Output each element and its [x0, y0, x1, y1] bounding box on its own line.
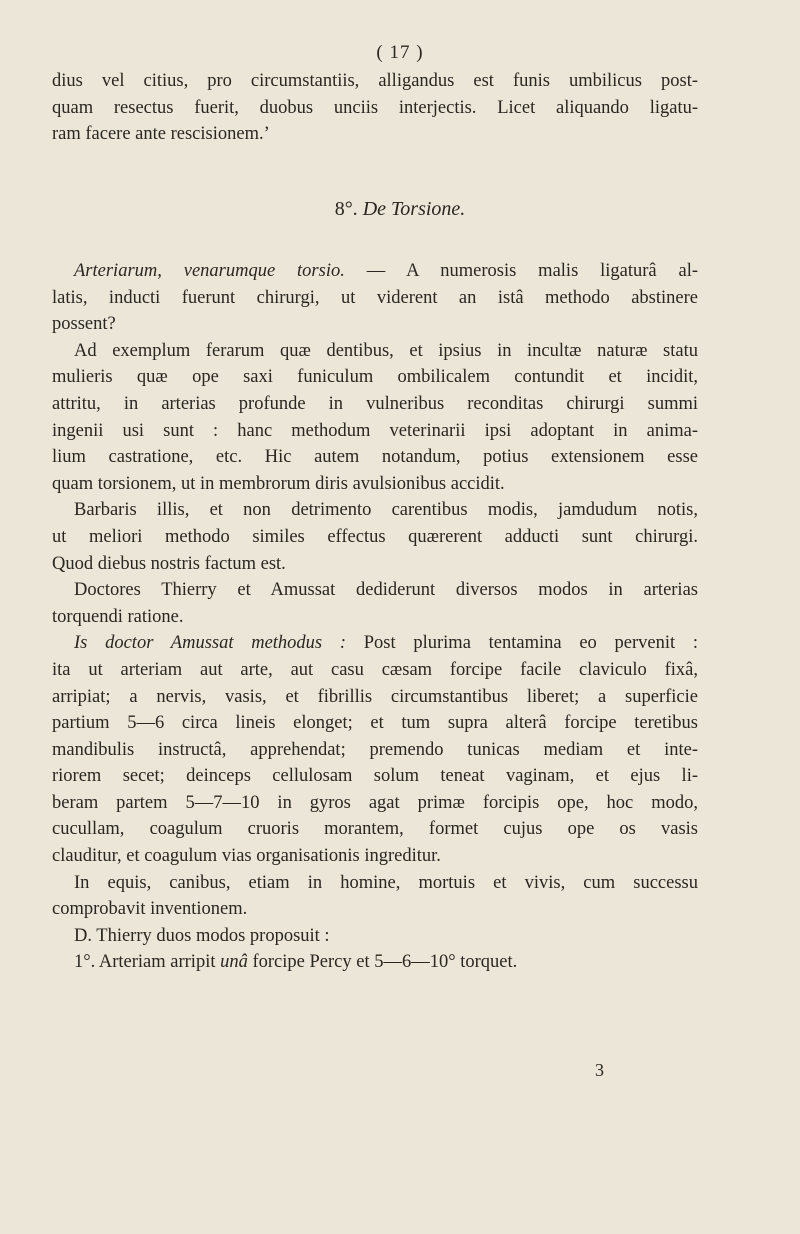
text-line: dius vel citius, pro circumstantiis, alligandus est funis umbilicus post- [52, 71, 698, 91]
text-line [52, 577, 698, 604]
page-number: ( 17 ) [376, 42, 424, 63]
text-line [52, 923, 698, 950]
text-line [52, 471, 698, 498]
italic-run: Arteriarum, venarumque torsio. [74, 261, 345, 281]
text-line [52, 763, 698, 790]
signature-mark: 3 [595, 1060, 604, 1080]
text-run: possent? [52, 314, 116, 335]
text-run: mandibulis instructâ, apprehendat; premendo tunicas mediam et inte- [52, 739, 698, 760]
text-line: quam resectus fuerit, duobus unciis interjectis. Licet aliquando ligatu- [52, 97, 698, 118]
text-line [52, 338, 698, 365]
section-heading [0, 198, 800, 221]
text-line [52, 551, 698, 578]
top-paragraph [52, 68, 698, 148]
text-run: mulieris quæ ope saxi funiculum ombilicalem contundit et incidit, [52, 367, 698, 388]
italic-run: unâ [220, 952, 248, 973]
text-run: Post plurima tentamina eo pervenit : [346, 633, 698, 654]
text-line [52, 896, 698, 923]
text-run: Barbaris illis, et non detrimento carentibus modis, jamdudum notis, [74, 500, 698, 521]
text-line [52, 391, 698, 418]
text-line [52, 604, 698, 631]
text-run: latis, inducti fuerunt chirurgi, ut viderent an istâ methodo abstinere [52, 287, 698, 308]
text-line [52, 737, 698, 764]
text-run: comprobavit inventionem. [52, 899, 248, 920]
text-line [52, 949, 698, 976]
text-run: quam torsionem, ut in membrorum diris avulsionibus accidit. [52, 473, 505, 494]
section-title: De Torsione. [362, 198, 466, 220]
body-text [52, 258, 698, 976]
text-line [52, 630, 698, 657]
text-line [52, 418, 698, 445]
text-line: ram facere ante rescisionem.’ [52, 124, 270, 145]
text-line [52, 444, 698, 471]
text-run: torquendi ratione. [52, 606, 184, 627]
text-run: Ad exemplum ferarum quæ dentibus, et ipsius in incultæ naturæ statu [74, 340, 698, 361]
text-run: Quod diebus nostris factum est. [52, 553, 286, 574]
text-run: clauditur, et coagulum vias organisationis ingreditur. [52, 846, 441, 867]
text-run: In equis, canibus, etiam in homine, mortuis et vivis, cum successu [74, 872, 698, 893]
text-run: Doctores Thierry et Amussat dediderunt diversos modos in arterias [74, 580, 698, 601]
text-line [52, 524, 698, 551]
text-line [52, 870, 698, 897]
text-line [52, 684, 698, 711]
text-run: riorem secet; deinceps cellulosam solum teneat vaginam, et ejus li- [52, 766, 698, 787]
text-run: beram partem 5—7—10 in gyros agat primæ forcipis ope, hoc modo, [52, 792, 698, 813]
text-run: attritu, in arterias profunde in vulneribus reconditas chirurgi summi [52, 393, 698, 414]
text-line [52, 657, 698, 684]
section-number: 8°. [334, 198, 358, 220]
text-run: ingenii usi sunt : hanc methodum veterinarii ipsi adoptant in anima- [52, 420, 698, 441]
text-line [52, 843, 698, 870]
text-run: cucullam, coagulum cruoris morantem, formet cujus ope os vasis [52, 819, 698, 840]
text-line [52, 790, 698, 817]
text-run: arripiat; a nervis, vasis, et fibrillis circumstantibus liberet; a superficie [52, 686, 698, 707]
text-line [52, 285, 698, 312]
text-line [52, 311, 698, 338]
text-run: 1°. Arteriam arripit [74, 952, 221, 973]
text-line [52, 710, 698, 737]
text-run: lium castratione, etc. Hic autem notandum, potius extensionem esse [52, 447, 698, 468]
text-run: D. Thierry duos modos proposuit : [74, 925, 330, 946]
text-run: ut meliori methodo similes effectus quærerent adducti sunt chirurgi. [52, 526, 698, 547]
text-line [52, 364, 698, 391]
text-run: — A numerosis malis ligaturâ al- [344, 261, 698, 281]
text-line [52, 816, 698, 843]
text-run: forcipe Percy et 5—6—10° torquet. [247, 952, 518, 973]
text-run: ita ut arteriam aut arte, aut casu cæsam forcipe facile claviculo fixâ, [52, 659, 698, 680]
text-line [52, 258, 698, 285]
text-run: partium 5—6 circa lineis elonget; et tum supra alterâ forcipe teretibus [52, 713, 698, 734]
italic-run: Is doctor Amussat methodus : [74, 633, 347, 654]
text-line [52, 497, 698, 524]
